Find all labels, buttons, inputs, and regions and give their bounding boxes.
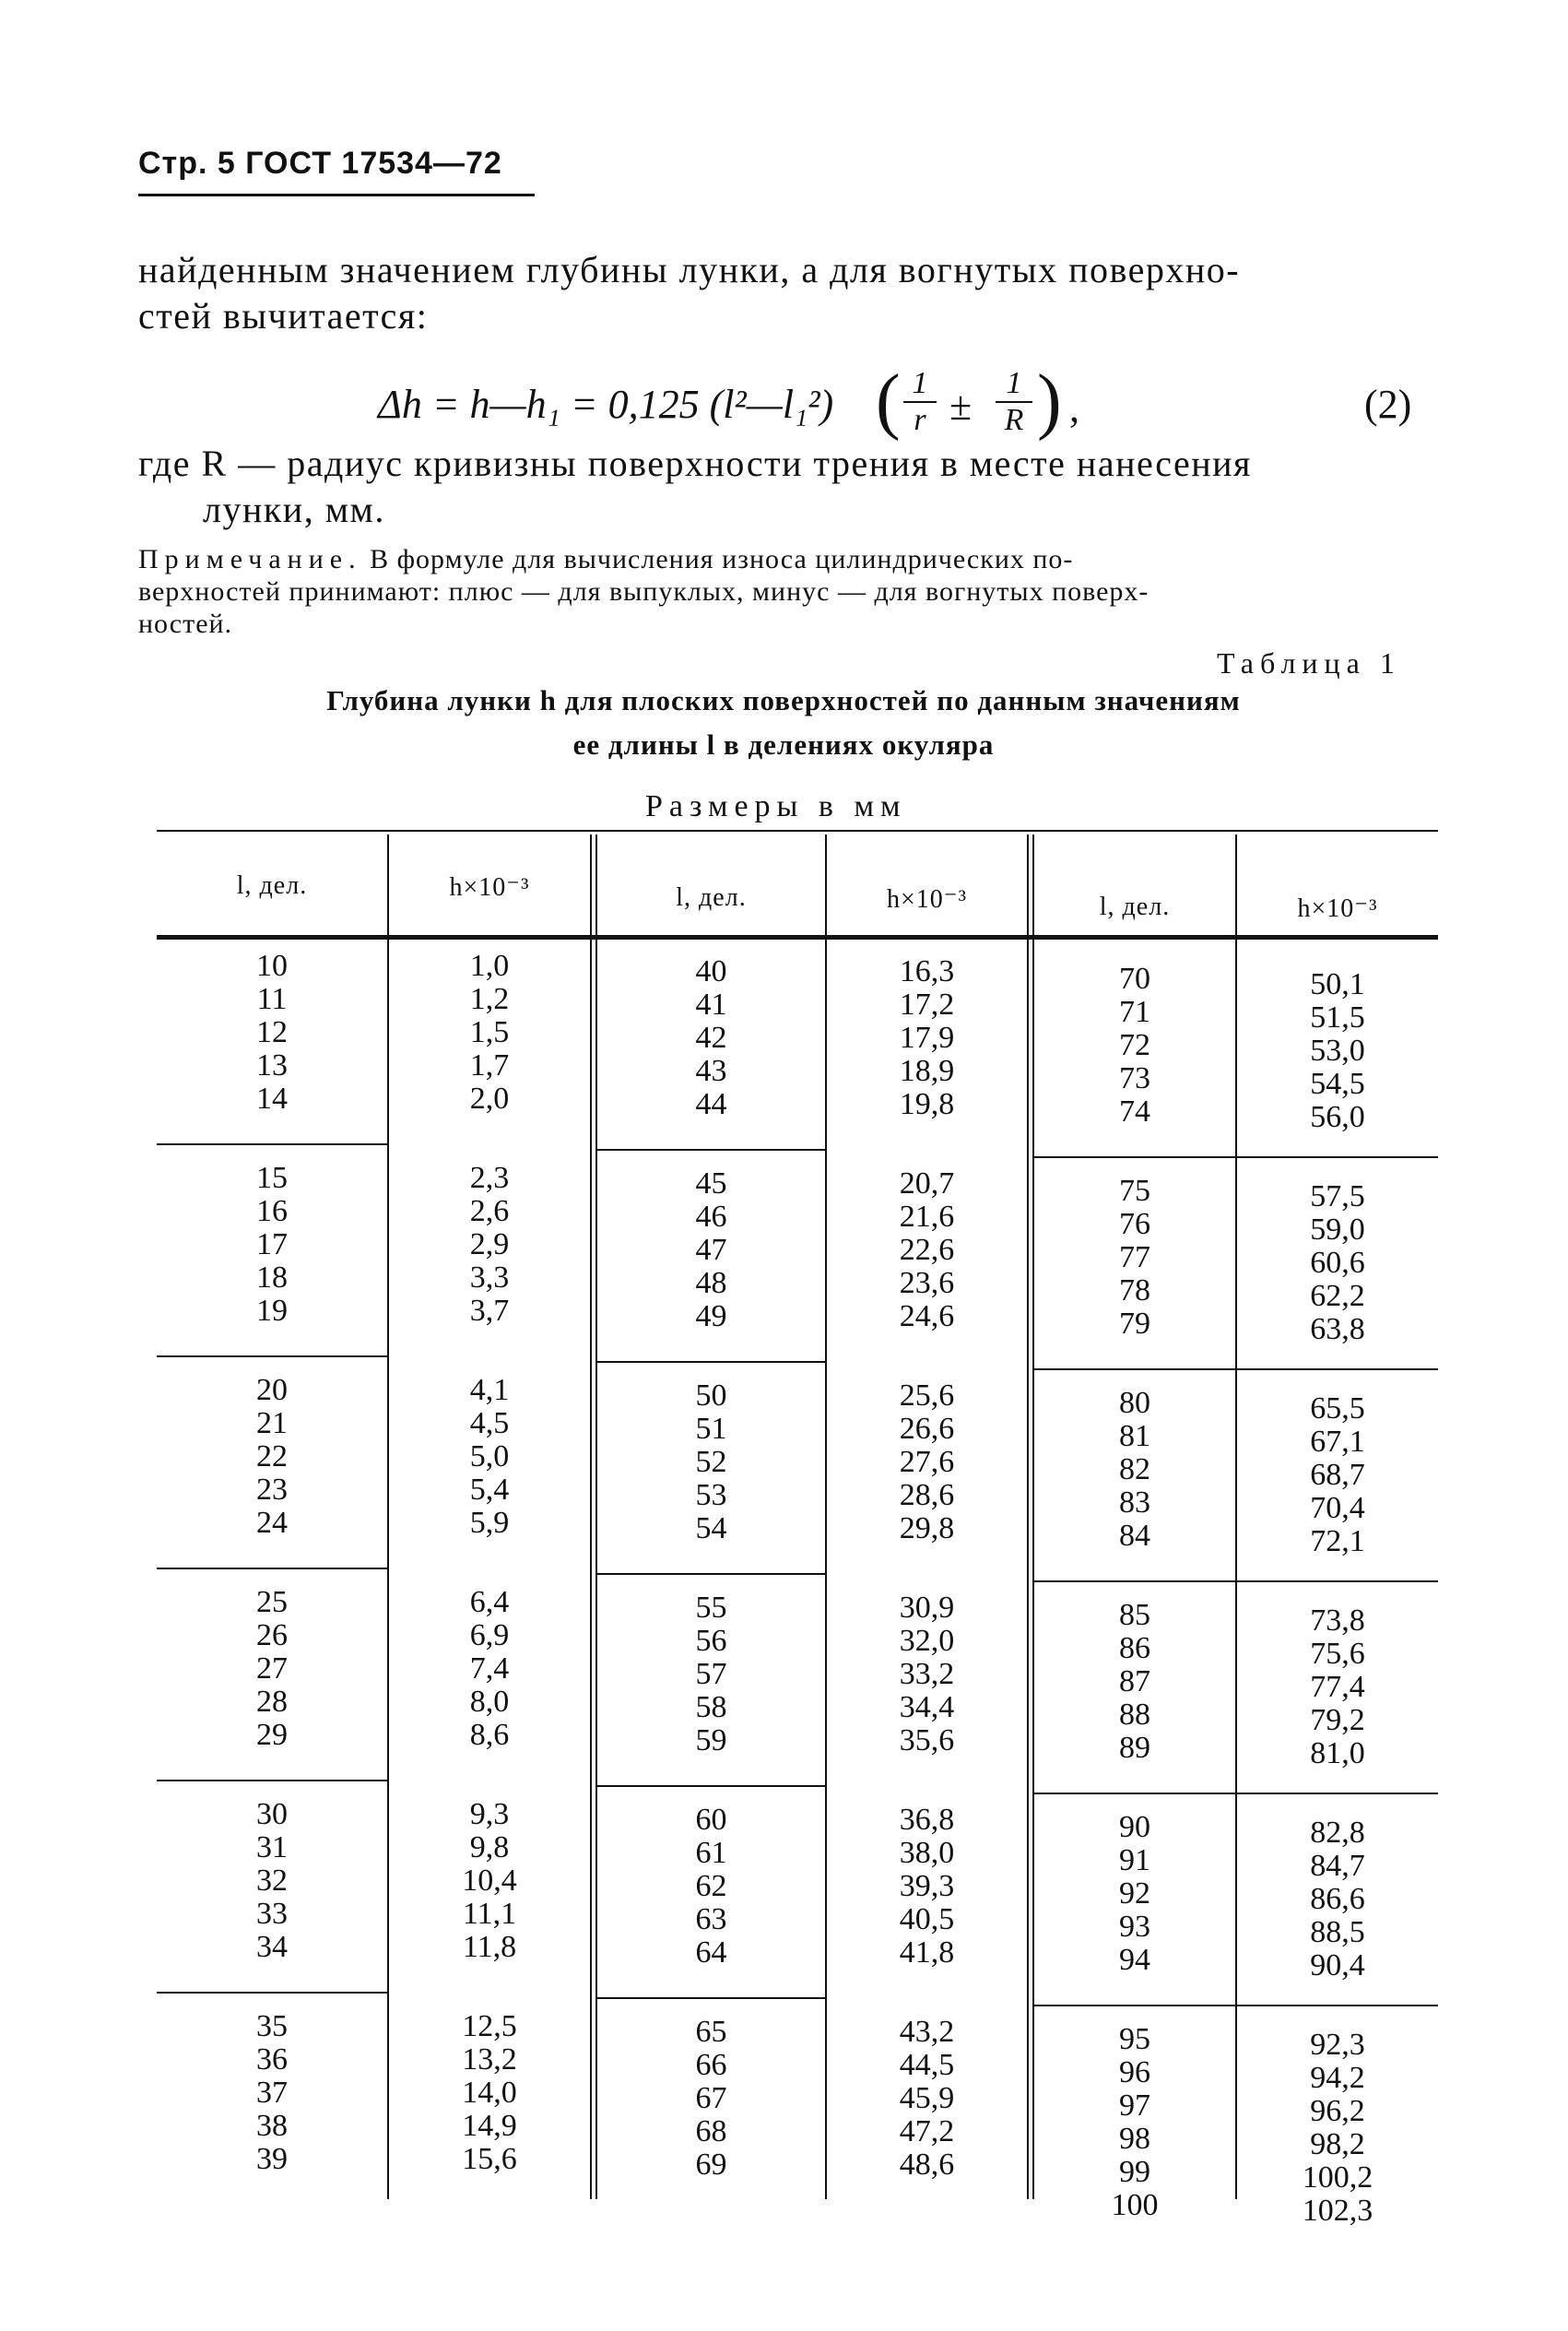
table-cell: 35 [256,2009,288,2043]
table-cell: 39 [256,2142,288,2176]
table-cell: 90 [1119,1810,1150,1844]
table-cell: 49 [695,1299,727,1333]
table-cell: 93 [1119,1910,1150,1944]
formula-frac-2 [996,366,1032,438]
table-cell: 16,3 [899,954,955,988]
table-cell: 85 [1119,1598,1150,1632]
table-cell: 64 [695,1935,727,1970]
table-cell: 14,9 [462,2109,517,2143]
table-cell: 1,0 [469,949,510,983]
group-separator [1034,2005,1438,2006]
table-cell: 20 [256,1373,288,1407]
formula-number: (2) [1364,382,1412,427]
table-cell: 82,8 [1310,1816,1365,1850]
table-cell: 50,1 [1310,967,1365,1001]
table-cell: 41 [695,988,727,1022]
table-cell: 50 [695,1378,727,1413]
table-group-6-l1 [157,2010,387,2176]
table-cell: 82 [1119,1452,1150,1486]
table-cell: 53 [695,1478,727,1512]
table-cell: 57,5 [1310,1179,1365,1213]
table-cell: 31 [256,1830,288,1864]
header-h-3: h×10⁻³ [1297,894,1378,923]
table-cell: 13,2 [462,2042,517,2077]
formula-paren-open: ( [876,361,901,442]
table-cell: 100,2 [1302,2160,1373,2195]
table-cell: 70,4 [1310,1491,1365,1525]
note-line-3: ностей. [138,609,233,639]
table-group-5-h3 [1237,1816,1438,1982]
table-cell: 46 [695,1200,727,1234]
table-cell: 6,9 [469,1618,510,1652]
table-cell: 20,7 [899,1166,955,1201]
table-cell: 26,6 [899,1412,955,1446]
formula-lhs: Δh = h—h₁ = 0,125 (l²—l₁²) [378,382,834,427]
table-cell: 81 [1119,1419,1150,1453]
table-cell: 36,8 [899,1803,955,1837]
table-cell: 48,6 [899,2148,955,2182]
header-h-1: h×10⁻³ [449,873,530,902]
note-text-1: В формуле для вычисления износа цилиндрических по- [370,544,1074,574]
table-cell: 57 [695,1657,727,1691]
table-cell: 102,3 [1302,2194,1373,2228]
table-cell: 47 [695,1233,727,1267]
table-cell: 29,8 [899,1511,955,1545]
note-label: Примечание. [138,544,362,574]
table-cell: 1,5 [469,1015,510,1049]
table-cell: 44 [695,1087,727,1121]
table-group-1-l2 [597,955,825,1121]
table-cell: 23 [256,1473,288,1507]
table-cell: 26 [256,1618,288,1652]
table-cell: 68 [695,2114,727,2148]
table-group-2-l2 [597,1167,825,1333]
table-cell: 83 [1119,1485,1150,1520]
table-cell: 24 [256,1506,288,1540]
table-group-6-l3 [1034,2023,1235,2222]
table-cell: 19 [256,1294,288,1328]
table-cell: 8,6 [469,1718,510,1752]
table-cell: 33 [256,1897,288,1931]
table-cell: 47,2 [899,2114,955,2148]
table-group-5-h1 [389,1798,590,1964]
table-cell: 11,8 [462,1930,517,1964]
table-cell: 71 [1119,995,1150,1029]
table-cell: 19,8 [899,1087,955,1121]
table-cell: 9,8 [469,1830,510,1864]
table-cell: 94,2 [1310,2061,1365,2095]
col-divider-4a [1027,834,1029,2199]
table-cell: 60,6 [1310,1246,1365,1280]
header-l-1: l, дел. [236,871,308,900]
table-group-1-l1 [157,950,387,1116]
table-cell: 78 [1119,1273,1150,1307]
table-cell: 12,5 [462,2009,517,2043]
intro-line-2: стей вычитается: [138,295,429,337]
table-cell: 59,0 [1310,1213,1365,1247]
group-separator [1034,1156,1438,1158]
table-cell: 86,6 [1310,1882,1365,1916]
table-cell: 29 [256,1718,288,1752]
table-group-2-h1 [389,1162,590,1328]
table-cell: 87 [1119,1664,1150,1698]
table-group-3-h2 [827,1379,1027,1545]
table-cell: 66 [695,2048,727,2082]
table-cell: 27,6 [899,1445,955,1479]
header-h-2: h×10⁻³ [887,885,967,914]
table-cell: 89 [1119,1731,1150,1765]
table-cell: 73 [1119,1061,1150,1095]
group-separator [157,1780,387,1781]
table-group-2-h3 [1237,1180,1438,1346]
table-cell: 14,0 [462,2076,517,2110]
group-separator [597,1573,825,1575]
table-group-2-l1 [157,1162,387,1328]
table-group-1-h1 [389,950,590,1116]
table-header-rule [157,935,1438,940]
table-cell: 59 [695,1723,727,1757]
table-group-6-l2 [597,2016,825,2182]
table-title-line-1: Глубина лунки h для плоских поверхностей по данным значениям [326,684,1241,716]
table-cell: 35,6 [899,1723,955,1757]
table-cell: 38 [256,2109,288,2143]
table-cell: 37 [256,2076,288,2110]
table-cell: 63 [695,1902,727,1936]
table-cell: 75,6 [1310,1637,1365,1671]
table-cell: 68,7 [1310,1458,1365,1492]
table-cell: 8,0 [469,1685,510,1719]
formula-frac-1-num: 1 [903,366,937,403]
group-separator [1034,1580,1438,1582]
table-cell: 79,2 [1310,1703,1365,1737]
table-cell: 30,9 [899,1591,955,1625]
table-group-1-h2 [827,955,1027,1121]
table-cell: 18 [256,1260,288,1295]
table-cell: 98,2 [1310,2127,1365,2161]
formula-comma: , [1069,385,1079,431]
table-group-4-h1 [389,1586,590,1752]
table-cell: 34 [256,1930,288,1964]
table-group-5-l1 [157,1798,387,1964]
formula-paren-close: ) [1037,361,1062,442]
table-group-6-h2 [827,2016,1027,2182]
table-group-6-h3 [1237,2029,1438,2228]
table-cell: 30 [256,1797,288,1831]
table-cell: 2,6 [469,1194,510,1228]
table-cell: 62 [695,1869,727,1903]
table-cell: 41,8 [899,1935,955,1970]
table-cell: 43 [695,1054,727,1088]
formula-frac-2-num: 1 [996,366,1032,403]
formula-plus-minus: ± [949,384,973,429]
table-cell: 51 [695,1412,727,1446]
table-group-4-h3 [1237,1604,1438,1770]
table-cell: 18,9 [899,1054,955,1088]
group-separator [597,1361,825,1363]
group-separator [1034,1368,1438,1370]
table-cell: 28,6 [899,1478,955,1512]
table-cell: 1,2 [469,982,510,1016]
table-group-3-l3 [1034,1387,1235,1553]
group-separator [157,1568,387,1569]
table-cell: 28 [256,1685,288,1719]
table-cell: 77 [1119,1240,1150,1274]
table-cell: 54 [695,1511,727,1545]
table-group-4-l3 [1034,1599,1235,1765]
table-cell: 36 [256,2042,288,2077]
table-cell: 56 [695,1624,727,1658]
table-cell: 2,3 [469,1161,510,1195]
table-cell: 84 [1119,1519,1150,1553]
table-group-5-h2 [827,1804,1027,1970]
table-cell: 90,4 [1310,1948,1365,1982]
table-cell: 15 [256,1161,288,1195]
table-cell: 3,3 [469,1260,510,1295]
table-cell: 70 [1119,962,1150,996]
table-cell: 5,9 [469,1506,510,1540]
table-group-1-l3 [1034,963,1235,1129]
table-cell: 33,2 [899,1657,955,1691]
header-l-3: l, дел. [1099,893,1171,921]
col-divider-2a [590,834,592,2199]
formula [138,361,1429,447]
table-cell: 12 [256,1015,288,1049]
table-cell: 60 [695,1803,727,1837]
table-group-4-h2 [827,1591,1027,1757]
table-cell: 99 [1119,2155,1150,2189]
header-l-2: l, дел. [676,883,747,912]
note-line-1 [138,544,1438,575]
table-cell: 24,6 [899,1299,955,1333]
table-cell: 80 [1119,1386,1150,1420]
table-cell: 22,6 [899,1233,955,1267]
group-separator [157,1143,387,1145]
table-cell: 69 [695,2148,727,2182]
table-cell: 54,5 [1310,1067,1365,1101]
table-cell: 25,6 [899,1378,955,1413]
table-units: Размеры в мм [645,789,907,823]
table-cell: 67 [695,2081,727,2115]
table-cell: 45,9 [899,2081,955,2115]
group-separator [597,1997,825,1999]
table-cell: 16 [256,1194,288,1228]
table-cell: 92,3 [1310,2028,1365,2062]
table-cell: 81,0 [1310,1736,1365,1770]
table-cell: 10,4 [462,1864,517,1898]
table-cell: 96,2 [1310,2094,1365,2128]
table-cell: 39,3 [899,1869,955,1903]
table-cell: 44,5 [899,2048,955,2082]
table-label: Таблица 1 [1217,646,1401,680]
table-cell: 72,1 [1310,1524,1365,1558]
table-cell: 77,4 [1310,1670,1365,1704]
table-cell: 72 [1119,1028,1150,1062]
table-cell: 76 [1119,1207,1150,1241]
table-group-3-l2 [597,1379,825,1545]
formula-frac-1-den: r [914,403,926,437]
table-cell: 2,0 [469,1082,510,1116]
table-cell: 27 [256,1651,288,1686]
table-cell: 100 [1111,2188,1159,2222]
table-group-4-l1 [157,1586,387,1752]
table-cell: 52 [695,1445,727,1479]
table-cell: 1,7 [469,1048,510,1083]
table-group-5-l2 [597,1804,825,1970]
where-line-1: где R — радиус кривизны поверхности трения в месте нанесения [138,443,1252,484]
table-cell: 91 [1119,1843,1150,1877]
table-cell: 75 [1119,1174,1150,1208]
table-cell: 62,2 [1310,1279,1365,1313]
table-cell: 55 [695,1591,727,1625]
table-cell: 13 [256,1048,288,1083]
table-cell: 7,4 [469,1651,510,1686]
table-top-rule [157,830,1438,832]
table-group-3-l1 [157,1374,387,1540]
table-cell: 11,1 [462,1897,517,1931]
table-cell: 34,4 [899,1690,955,1724]
formula-frac-1 [903,366,937,438]
table-cell: 92 [1119,1876,1150,1911]
table-cell: 73,8 [1310,1603,1365,1638]
table-cell: 43,2 [899,2015,955,2049]
group-separator [1034,1793,1438,1794]
table-cell: 9,3 [469,1797,510,1831]
table-cell: 51,5 [1310,1000,1365,1035]
table-cell: 23,6 [899,1266,955,1300]
table-cell: 42 [695,1021,727,1055]
table-cell: 61 [695,1836,727,1870]
table-cell: 11 [256,982,288,1016]
table-cell: 53,0 [1310,1034,1365,1068]
table-cell: 79 [1119,1307,1150,1341]
table-cell: 65,5 [1310,1391,1365,1426]
table-cell: 40,5 [899,1902,955,1936]
table-cell: 10 [256,949,288,983]
table-cell: 84,7 [1310,1849,1365,1883]
table-cell: 86 [1119,1631,1150,1665]
table-cell: 95 [1119,2022,1150,2056]
table-cell: 17,9 [899,1021,955,1055]
intro-line-1: найденным значением глубины лунки, а для вогнутых поверхно- [138,249,1241,290]
table-group-3-h1 [389,1374,590,1540]
table-group-6-h1 [389,2010,590,2176]
table-cell: 17 [256,1227,288,1261]
table-cell: 5,0 [469,1439,510,1473]
table-cell: 21,6 [899,1200,955,1234]
table-group-4-l2 [597,1591,825,1757]
table-cell: 21 [256,1406,288,1440]
table-cell: 15,6 [462,2142,517,2176]
table-group-2-l3 [1034,1175,1235,1341]
table-cell: 88,5 [1310,1915,1365,1949]
table-cell: 17,2 [899,988,955,1022]
table-cell: 63,8 [1310,1312,1365,1346]
table-group-5-l3 [1034,1811,1235,1977]
where-line-2: лунки, мм. [203,489,385,530]
table-cell: 14 [256,1082,288,1116]
table-cell: 38,0 [899,1836,955,1870]
group-separator [157,1355,387,1357]
table-cell: 94 [1119,1943,1150,1977]
table-cell: 98 [1119,2122,1150,2156]
group-separator [597,1785,825,1787]
table-cell: 4,5 [469,1406,510,1440]
table-cell: 67,1 [1310,1425,1365,1459]
table-cell: 88 [1119,1698,1150,1732]
table-group-1-h3 [1237,968,1438,1134]
table-title-line-2: ее длины l в делениях окуляра [572,728,995,761]
table-cell: 22 [256,1439,288,1473]
table-cell: 65 [695,2015,727,2049]
table-cell: 96 [1119,2055,1150,2089]
table-cell: 3,7 [469,1294,510,1328]
table-cell: 56,0 [1310,1100,1365,1134]
group-separator [597,1149,825,1151]
table-cell: 45 [695,1166,727,1201]
table-cell: 2,9 [469,1227,510,1261]
table-cell: 40 [695,954,727,988]
table-cell: 4,1 [469,1373,510,1407]
header-rule [138,194,535,196]
formula-frac-2-den: R [1004,403,1024,437]
page-header: Стр. 5 ГОСТ 17534—72 [138,146,502,181]
table-cell: 6,4 [469,1585,510,1619]
table-group-3-h3 [1237,1392,1438,1558]
table-cell: 48 [695,1266,727,1300]
table-group-2-h2 [827,1167,1027,1333]
table-cell: 5,4 [469,1473,510,1507]
table-cell: 25 [256,1585,288,1619]
table-cell: 58 [695,1690,727,1724]
table-cell: 74 [1119,1095,1150,1129]
table-cell: 32 [256,1864,288,1898]
group-separator [157,1992,387,1994]
table-cell: 32,0 [899,1624,955,1658]
table-cell: 97 [1119,2088,1150,2123]
note-line-2: верхностей принимают: плюс — для выпуклых, минус — для вогнутых поверх- [138,576,1149,607]
